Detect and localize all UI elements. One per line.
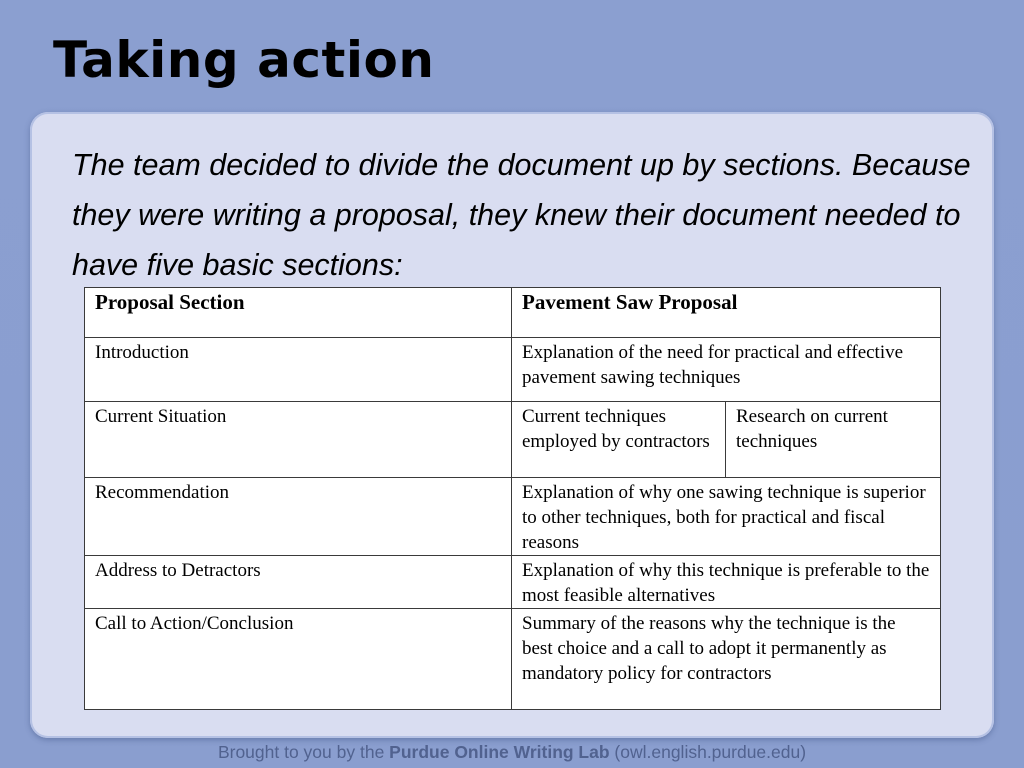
detail-cell-left: Current techniques employed by contractors xyxy=(512,402,726,478)
detail-cell: Summary of the reasons why the technique is the best choice and a call to adopt it permanently as mandatory policy for contractors xyxy=(512,609,941,710)
column-header-section: Proposal Section xyxy=(85,288,512,338)
footer-brand: Purdue Online Writing Lab xyxy=(389,742,610,762)
intro-paragraph: The team decided to divide the document up by sections. Because they were writing a proposal, they knew their document needed to have five basic sections: xyxy=(72,148,971,282)
table-header-row xyxy=(85,288,941,338)
column-header-proposal: Pavement Saw Proposal xyxy=(512,288,941,338)
proposal-sections-table xyxy=(84,287,941,710)
section-cell: Current Situation xyxy=(85,402,512,478)
table-row xyxy=(85,338,941,402)
table-row xyxy=(85,609,941,710)
table-row xyxy=(85,478,941,556)
section-cell: Call to Action/Conclusion xyxy=(85,609,512,710)
footer-credit xyxy=(0,742,1024,763)
section-cell: Address to Detractors xyxy=(85,556,512,609)
detail-cell: Explanation of why one sawing technique is superior to other techniques, both for practical and fiscal reasons xyxy=(512,478,941,556)
table-row xyxy=(85,556,941,609)
detail-cell: Explanation of the need for practical and effective pavement sawing techniques xyxy=(512,338,941,402)
detail-cell: Explanation of why this technique is preferable to the most feasible alternatives xyxy=(512,556,941,609)
footer-suffix: (owl.english.purdue.edu) xyxy=(609,742,807,762)
section-cell: Introduction xyxy=(85,338,512,402)
section-cell: Recommendation xyxy=(85,478,512,556)
slide-title: Taking action xyxy=(53,31,435,89)
table-row xyxy=(85,402,941,478)
detail-cell-right: Research on current techniques xyxy=(726,402,941,478)
footer-prefix: Brought to you by the xyxy=(217,742,390,762)
